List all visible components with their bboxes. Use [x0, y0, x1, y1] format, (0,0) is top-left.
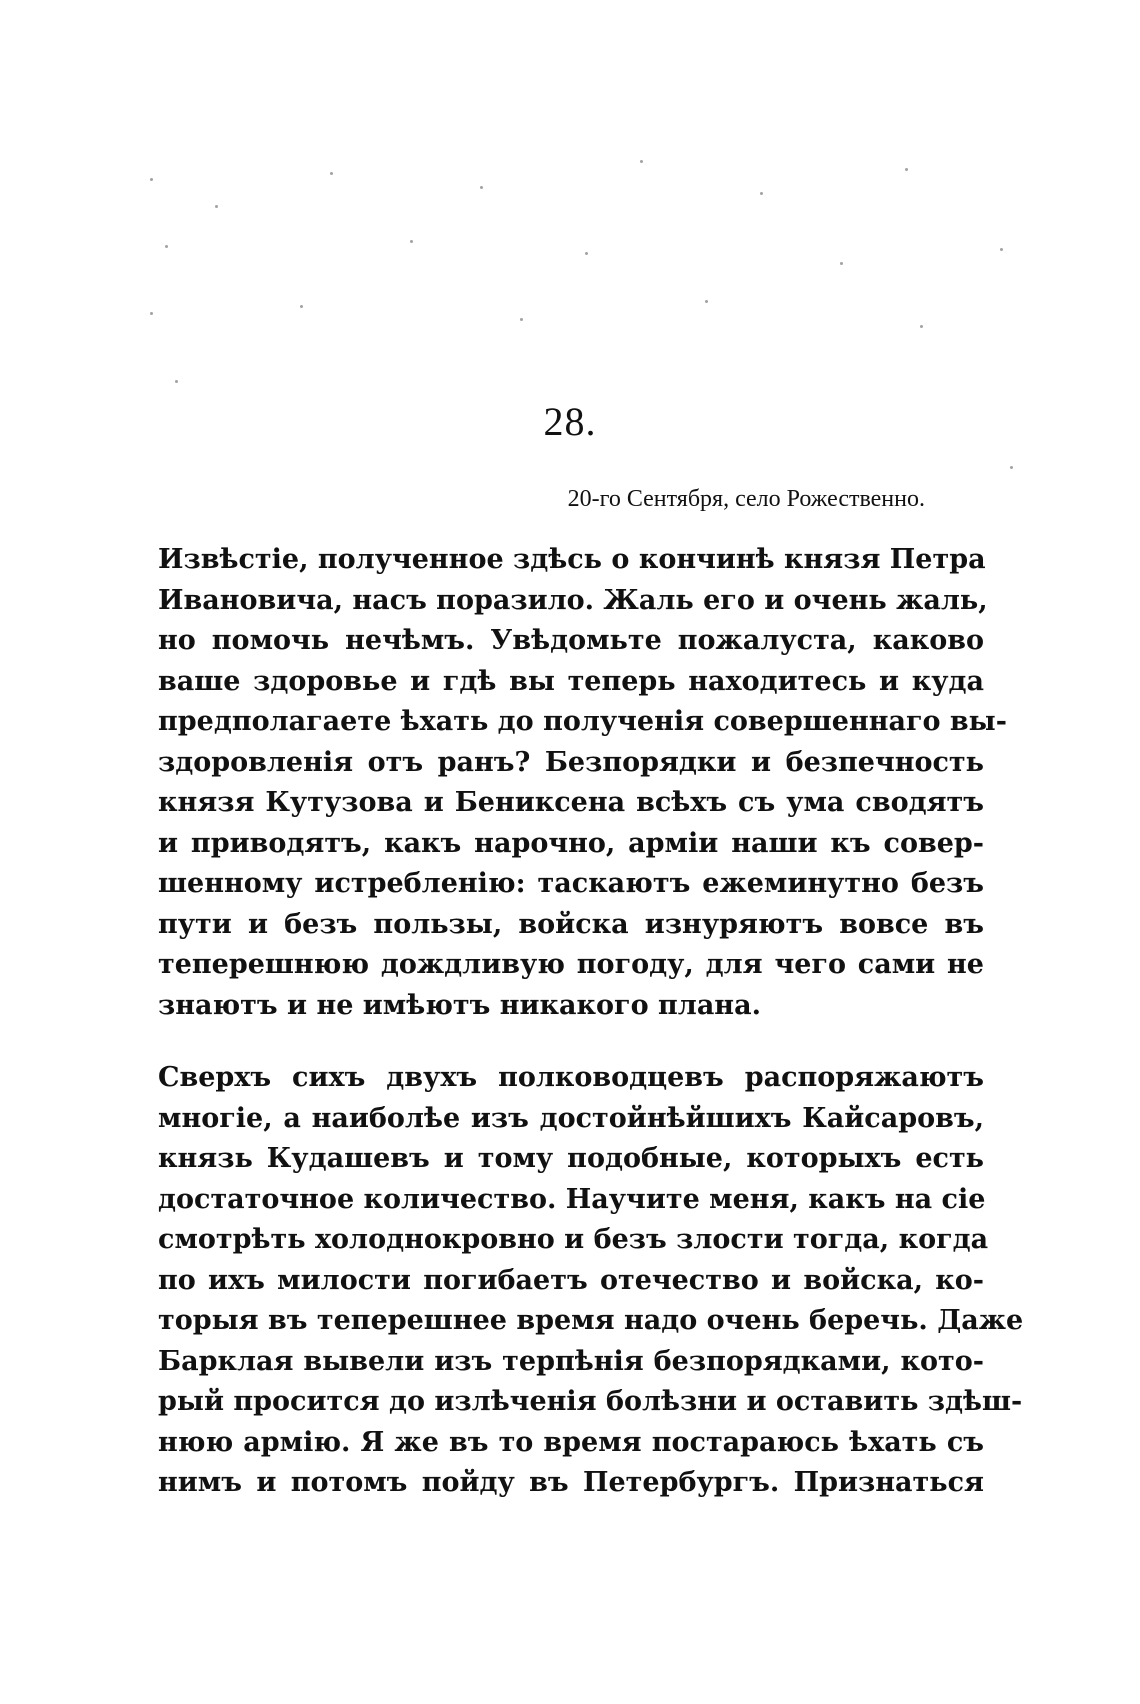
text-line: и приводятъ, какъ нарочно, арміи наши къ совер- [158, 827, 984, 859]
text-line: здоровленія отъ ранъ? Безпорядки и безпечность [158, 746, 984, 778]
speck [175, 380, 178, 383]
text-line: Извѣстіе, полученное здѣсь о кончинѣ князя Петра [158, 544, 986, 575]
text-line: предполагаете ѣхать до полученія совершеннаго вы- [158, 706, 1007, 737]
text-line: ваше здоровье и гдѣ вы теперь находитесь и куда [158, 665, 984, 697]
letter-number: 28. [543, 399, 597, 444]
speck [585, 252, 588, 255]
text-line: многіе, а наиболѣе изъ достойнѣйшихъ Кайсаровъ, [158, 1102, 984, 1134]
text-line: князь Кудашевъ и тому подобные, которыхъ есть [158, 1143, 984, 1174]
speck [905, 168, 908, 171]
text-line: нимъ и потомъ пойду въ Петербургъ. Признаться [158, 1467, 984, 1498]
paragraph-2 [158, 1058, 1024, 1504]
letter-dateline: 20-го Сентября, село Рожественно. [567, 486, 925, 512]
text-line: Сверхъ сихъ двухъ полководцевъ распоряжаютъ [158, 1062, 984, 1093]
text-line: Ивановича, насъ поразило. Жаль его и очень жаль, [158, 584, 988, 616]
speck [300, 305, 303, 308]
text-line: шенному истребленію: таскаютъ ежеминутно безъ [158, 868, 984, 899]
text-line: Барклая вывели изъ терпѣнія безпорядками, кото- [158, 1345, 984, 1377]
text-line: смотрѣть холоднокровно и безъ злости тогда, когда [158, 1224, 989, 1255]
text-line: но помочь нечѣмъ. Увѣдомьте пожалуста, каково [158, 625, 984, 656]
text-line: теперешнюю дождливую погоду, для чего сами не [158, 949, 984, 980]
speck [1000, 248, 1003, 251]
speck [520, 318, 523, 321]
paragraph-1 [158, 540, 1007, 1026]
speck [840, 262, 843, 265]
text-line: рый просится до излѣченія болѣзни и оставить здѣш- [158, 1386, 1023, 1417]
speck [410, 240, 413, 243]
speck [150, 178, 153, 181]
speck [705, 300, 708, 303]
speck [150, 312, 153, 315]
text-line: нюю армію. Я же въ то время постараюсь ѣхать съ [158, 1426, 984, 1458]
speck [480, 186, 483, 189]
text-line: по ихъ милости погибаетъ отечество и войска, ко- [158, 1264, 984, 1296]
text-line: князя Кутузова и Бениксена всѣхъ съ ума сводятъ [158, 787, 984, 818]
speck [640, 160, 643, 163]
speck [920, 325, 923, 328]
speck [330, 172, 333, 175]
text-line: пути и безъ пользы, войска изнуряютъ вовсе въ [158, 908, 984, 940]
speck [215, 205, 218, 208]
text-line: торыя въ теперешнее время надо очень беречь. Даже [158, 1305, 1024, 1336]
speck [1010, 466, 1013, 469]
speck [165, 245, 168, 248]
text-line: знаютъ и не имѣютъ никакого плана. [158, 989, 761, 1021]
text-line: достаточное количество. Научите меня, какъ на сіе [158, 1183, 986, 1215]
speck [760, 192, 763, 195]
